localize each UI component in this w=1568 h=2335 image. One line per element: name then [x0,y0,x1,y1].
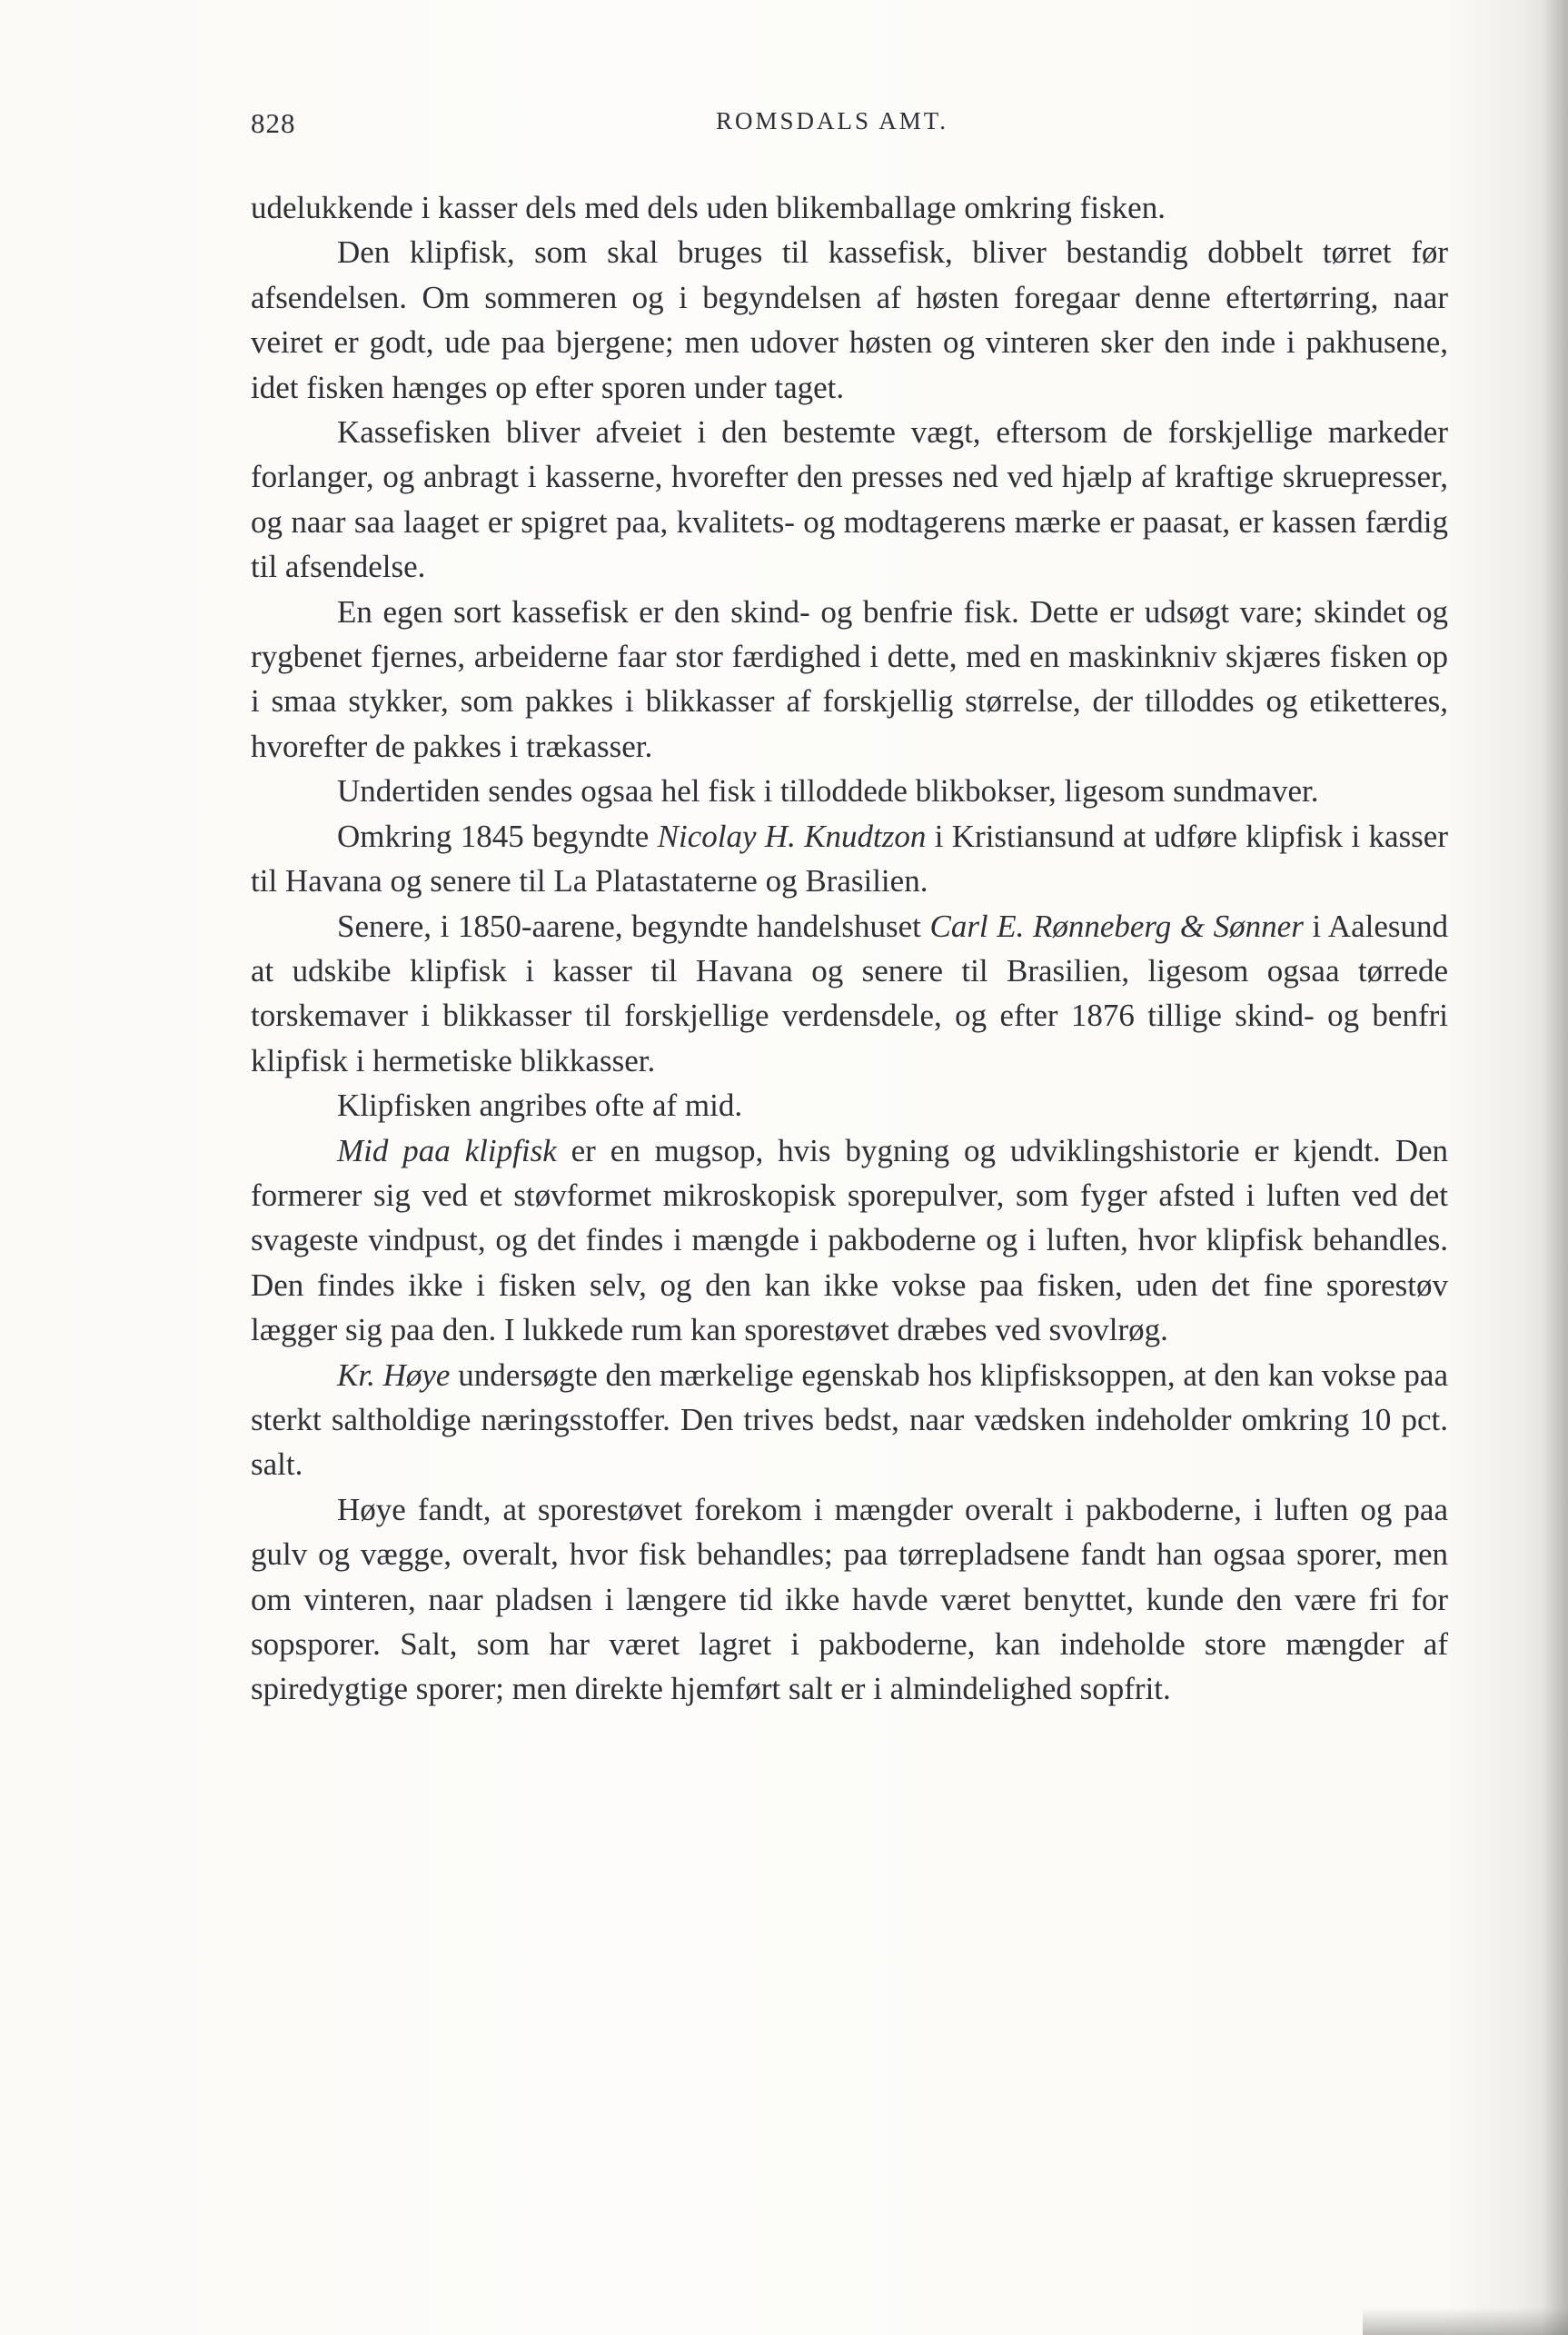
paragraph [251,1487,1448,1712]
paragraph [251,230,1448,410]
paragraph [251,590,1448,770]
paragraph [251,1128,1448,1353]
text-run: Høye fandt, at sporestøvet forekom i mængder overalt i pakboderne, i luften og paa gulv og vægge, overalt, hvor fisk behandles; paa tørrepladsene fandt han ogsaa sporer, men om vinteren, naar pladsen i længere tid ikke havde været benyttet, kunde den være fri for sopsporer. Salt, som har været lagret i pakboderne, kan indeholde store mængder af spiredygtige sporer; men direkte hjemført salt er i almindelighed sopfrit. [251,1491,1448,1707]
text-run: er en mugsop, hvis bygning og udviklingshistorie er kjendt. Den formerer sig ved et støvformet mikroskopisk sporepulver, som fyger afsted i luften ved det svageste vindpust, og det findes i mængde i pakboderne og i luften, hvor klipfisk behandles. Den findes ikke i fisken selv, og den kan ikke vokse paa fisken, uden det fine sporestøv lægger sig paa den. I lukkede rum kan sporestøvet dræbes ved svovlrøg. [251,1132,1449,1348]
text-run: Undertiden sendes ogsaa hel fisk i tilloddede blikbokser, ligesom sundmaver. [337,773,1319,810]
text-run: i Aalesund at udskibe klipfisk i kasser til Havana og senere til Brasilien, ligesom ogsaa tørrede torskemaver i blikkasser til forskjellige verdensdele, og efter 1876 tillige skind- og benfri klipfisk i hermetiske blikkasser. [251,908,1449,1078]
page-number: 828 [251,107,296,139]
paragraph [251,814,1448,904]
paragraph [251,769,1448,813]
paragraph [251,1353,1448,1487]
italic-name: Carl E. Rønneberg & Sønner [929,908,1304,944]
paragraph [251,410,1448,590]
text-run: Klipfisken angribes ofte af mid. [337,1088,743,1124]
body-text [251,185,1448,1712]
italic-name: Mid paa klipfisk [337,1132,557,1168]
text-run: En egen sort kassefisk er den skind- og benfrie fisk. Dette er udsøgt vare; skindet og rygbenet fjernes, arbeiderne faar stor færdighed i dette, med en maskinkniv skjæres fisken op i smaa stykker, som pakkes i blikkasser af forskjellig størrelse, der tilloddes og etiketteres, hvorefter de pakkes i trækasser. [251,593,1448,764]
paragraph [251,904,1448,1084]
italic-name: Nicolay H. Knudtzon [657,818,927,854]
running-head: ROMSDALS AMT. [716,107,949,134]
text-run: udelukkende i kasser dels med dels uden blikemballage omkring fisken. [251,190,1166,225]
paragraph [251,1083,1448,1128]
text-run: Den klipfisk, som skal bruges til kassefisk, bliver bestandig dobbelt tørret før afsendelsen. Om sommeren og i begyndelsen af høsten foregaar denne eftertørring, naar veiret er godt, ude paa bjergene; men udover høsten og vinteren sker den inde i pakhusene, idet fisken hænges op efter sporen under taget. [251,234,1448,405]
page-corner-shadow [1363,2308,1568,2335]
page-header [251,107,1450,147]
text-run: Omkring 1845 begyndte [337,818,658,854]
text-run: Senere, i 1850-aarene, begyndte handelshuset [337,908,930,944]
text-run: Kassefisken bliver afveiet i den bestemte vægt, eftersom de forskjellige markeder forlanger, og anbragt i kasserne, hvorefter den presses ned ved hjælp af kraftige skruepresser, og naar saa laaget er spigret paa, kvalitets- og modtagerens mærke er paasat, er kassen færdig til afsendelse. [251,414,1448,585]
text-run: undersøgte den mærkelige egenskab hos klipfisksoppen, at den kan vokse paa sterkt saltholdige næringsstoffer. Den trives bedst, naar vædsken indeholder omkring 10 pct. salt. [251,1356,1448,1483]
italic-name: Kr. Høye [337,1356,451,1393]
paragraph [251,185,1448,230]
page-edge-shadow [1543,0,1568,2335]
text-run: i Kristiansund at udføre klipfisk i kasser til Havana og senere til La Platastaterne og Brasilien. [251,818,1448,899]
